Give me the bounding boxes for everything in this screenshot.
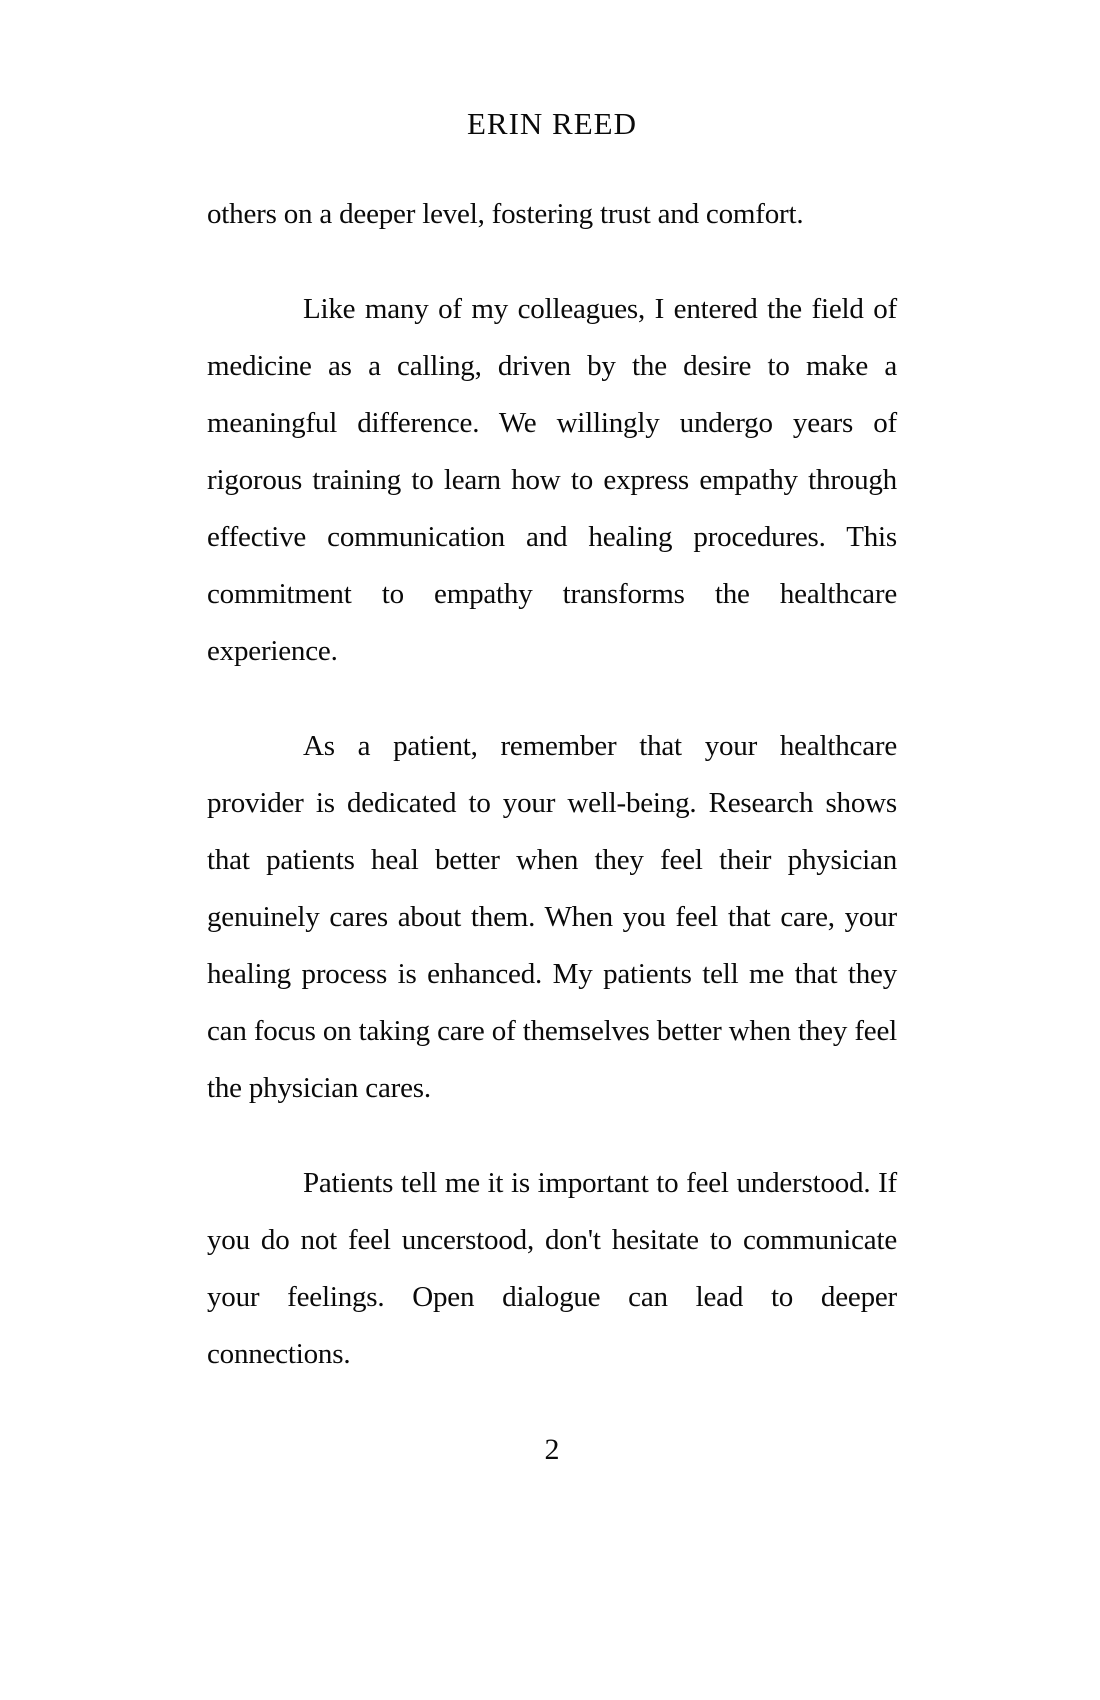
paragraph: Patients tell me it is important to feel understood. If you do not feel uncerstood, don't hesitate to communicate your feelings. Open dialogue can lead to deeper connections.	[207, 1167, 897, 1370]
body-text	[207, 186, 897, 1383]
paragraph: As a patient, remember that your healthcare provider is dedicated to your well-being. Research shows that patients heal better when they feel their physician genuinely cares about them. When you feel that care, your healing process is enhanced. My patients tell me that they can focus on taking care of themselves better when they feel the physician cares.	[207, 730, 897, 1104]
running-header: ERIN REED	[466, 106, 637, 141]
paragraph: Like many of my colleagues, I entered the field of medicine as a calling, driven by the desire to make a meaningful difference. We willingly undergo years of rigorous training to learn how to express empathy through effective communication and healing procedures. This commitment to empathy transforms the healthcare experience.	[207, 293, 897, 667]
text-column	[207, 95, 897, 1478]
paragraph: others on a deeper level, fostering trust and comfort.	[207, 198, 804, 230]
page-number: 2	[544, 1433, 560, 1466]
